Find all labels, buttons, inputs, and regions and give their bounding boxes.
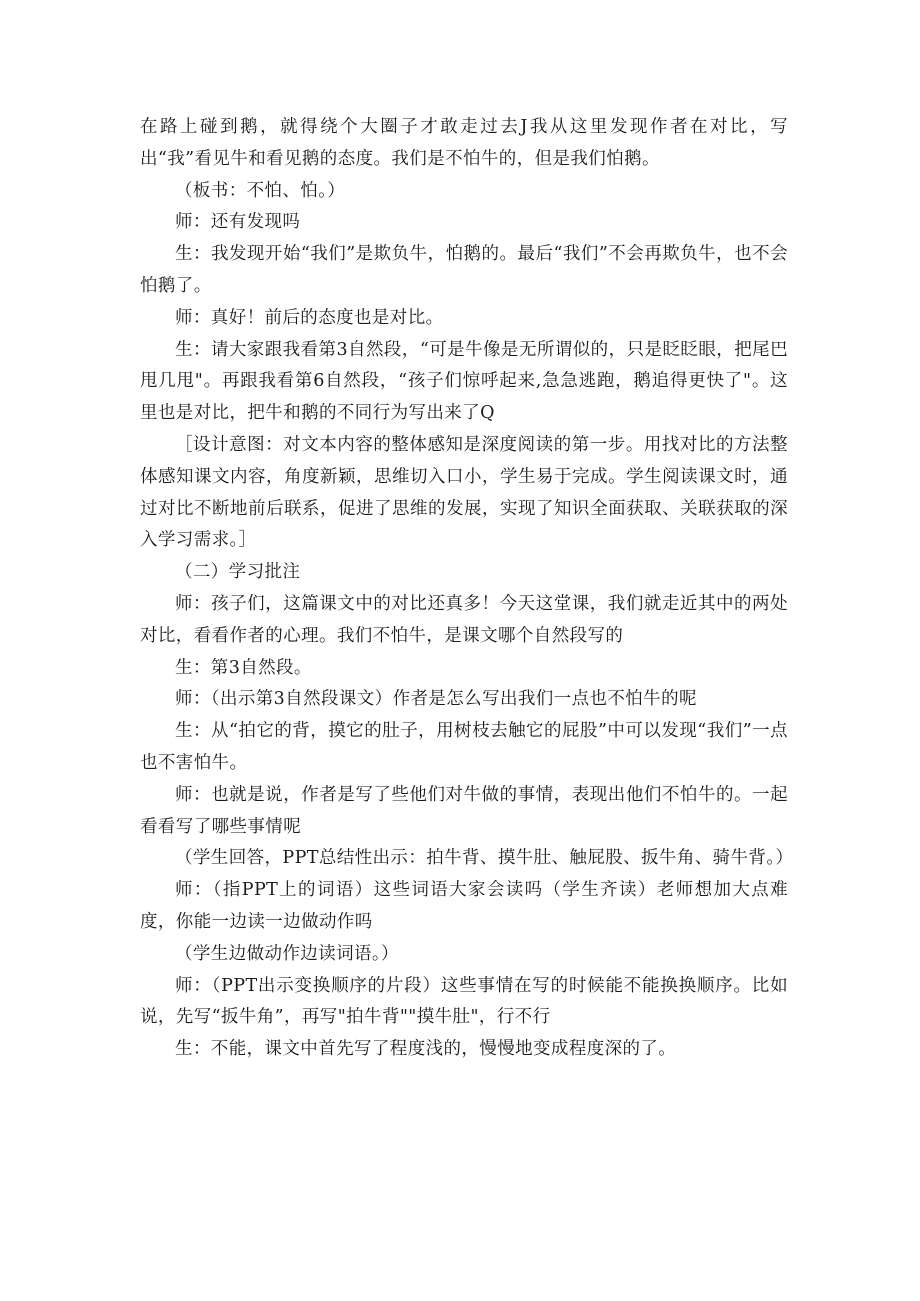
paragraph-teacher-show: 师：（出示第3自然段课文）作者是怎么写出我们一点也不怕牛的呢 (175, 689, 697, 710)
document-body (140, 112, 794, 1066)
paragraph-student-answer: 生：我发现开始“我们”是欺负牛，怕鹅的。最后“我们”不会再欺负牛，也不会怕鹅了。 (140, 244, 788, 296)
paragraph-teacher-praise: 师：真好！前后的态度也是对比。 (175, 307, 444, 328)
paragraph-board-note: （板书：不怕、怕。） (175, 180, 346, 201)
paragraph-student-conclusion: 生：不能，课文中首先写了程度浅的，慢慢地变成程度深的了。 (175, 1039, 677, 1060)
section-heading: （二）学习批注 (175, 562, 301, 583)
paragraph-ppt-summary: （学生回答，PPT总结性出示：拍牛背、摸牛肚、触屁股、扳牛角、骑牛背。） (175, 848, 794, 869)
paragraph-teacher-words: 师：（指PPT上的词语）这些词语大家会读吗（学生齐读）老师想加大点难度，你能一边读一边做动作吗 (140, 880, 788, 932)
paragraph-teacher-question: 师：还有发现吗 (175, 212, 301, 233)
paragraph-student-reply: 生：第3自然段。 (175, 657, 312, 678)
paragraph-student-quote: 生：从“拍它的背，摸它的肚子，用树枝去触它的屁股”中可以发现“我们”一点也不害怕牛。 (140, 721, 788, 773)
paragraph-teacher-summary: 师：也就是说，作者是写了些他们对牛做的事情，表现出他们不怕牛的。一起看看写了哪些事情呢 (140, 784, 788, 837)
paragraph-design-intent: ［设计意图：对文本内容的整体感知是深度阅读的第一步。用找对比的方法整体感知课文内容，角度新颖，思维切入口小，学生易于完成。学生阅读课文时，通过对比不断地前后联系，促进了思维的发展，实现了知识全面获取、关联获取的深入学习需求。］ (140, 434, 788, 551)
paragraph-teacher-intro: 师：孩子们，这篇课文中的对比还真多！今天这堂课，我们就走近其中的两处对比，看看作者的心理。我们不怕牛，是课文哪个自然段写的 (140, 593, 788, 646)
paragraph-student-action: （学生边做动作边读词语。） (175, 943, 399, 964)
paragraph-teacher-order: 师：（PPT出示变换顺序的片段）这些事情在写的时候能不能换换顺序。比如说，先写“扳牛角”，再写"拍牛背""摸牛肚"，行不行 (140, 975, 788, 1028)
paragraph-continuation: 在路上碰到鹅，就得绕个大圈子才敢走过去J我从这里发现作者在对比，写出“我”看见牛和看见鹅的态度。我们是不怕牛的，但是我们怕鹅。 (140, 117, 788, 169)
paragraph-student-reading: 生：请大家跟我看第3自然段，“可是牛像是无所谓似的，只是眨眨眼，把尾巴甩几甩"。再跟我看第6自然段，“孩子们惊呼起来,急急逃跑，鹅追得更快了"。这里也是对比，把牛和鹅的不同行为写出来了Q (140, 339, 788, 424)
